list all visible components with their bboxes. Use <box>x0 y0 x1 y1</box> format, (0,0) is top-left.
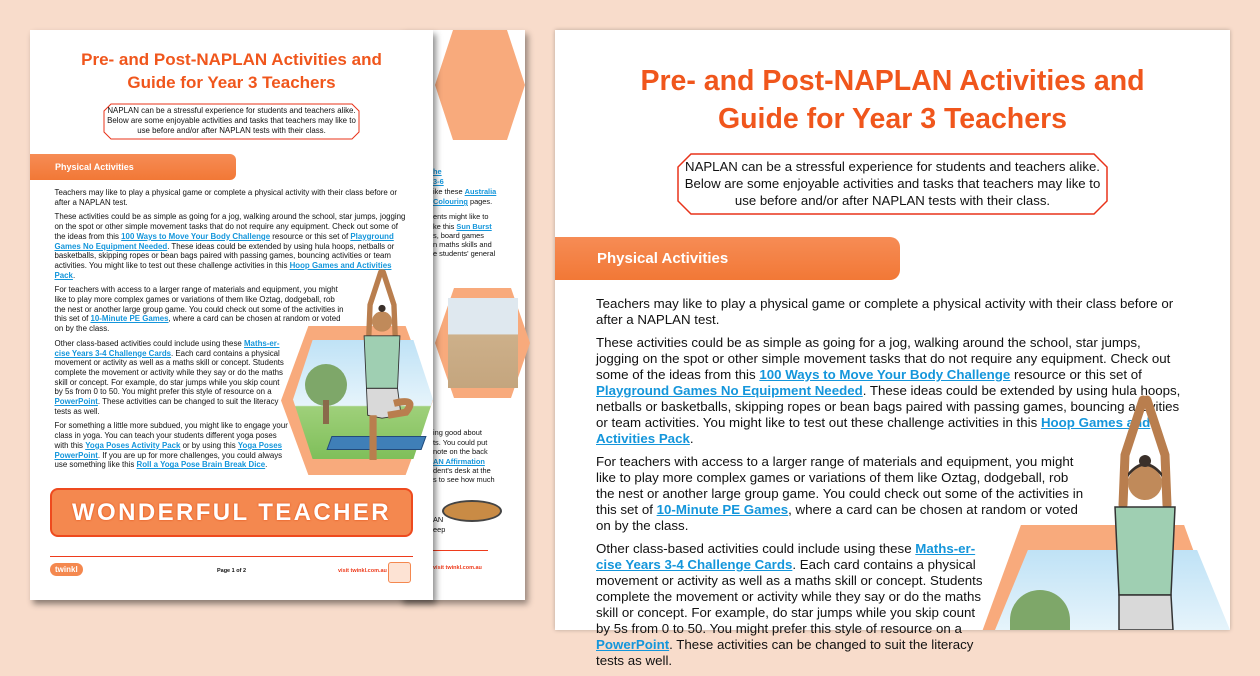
text-fragment <box>433 187 496 197</box>
twinkl-logo[interactable]: twinkl <box>50 563 83 576</box>
resource-link[interactable]: Playground Games No Equipment Needed <box>54 231 394 251</box>
resource-link[interactable]: 10-Minute PE Games <box>90 314 169 324</box>
paragraph-text: . Each card contains a physical movement or activity as well as a maths skill or concept. Students complete the movement or activity while they say or do the maths skill or concept. For example, do star jumps while you skip count by 5s from 0 to 50. You might prefer this style of resource on a <box>596 557 983 636</box>
page-zoomed <box>555 30 1230 668</box>
title-line-1: Pre- and Post-NAPLAN Activities and <box>81 50 382 69</box>
fragment-text: ke this <box>433 222 457 231</box>
section-heading: Physical Activities <box>30 154 236 180</box>
paragraph-text: These activities could be as simple as going for a jog, walking around the school, star jumps, jogging on the spot or other simple movement tasks that do not require any equipment. Check out some of the ideas from this <box>54 212 406 241</box>
title-line-1: Pre- and Post-NAPLAN Activities and <box>640 65 1145 97</box>
fragment-text: visit twinkl.com.au <box>433 565 482 571</box>
fragment-text: AN <box>433 515 444 524</box>
tree-trunk <box>323 400 329 424</box>
paragraph-text: . Each card contains a physical movement or activity as well as a maths skill or concept. Students complete the movement or activity while they say or do the maths skill or concept. For example, do star jumps while you skip count by 5s from 0 to 50. You might prefer this style of resource on a <box>54 348 284 397</box>
resource-link[interactable]: 100 Ways to Move Your Body Challenge <box>121 231 271 241</box>
fragment-text: ing good about <box>433 428 482 437</box>
body-paragraph <box>55 421 289 470</box>
resource-link[interactable]: he <box>433 167 442 176</box>
intro-box: NAPLAN can be a stressful experience for students and teachers alike. Below are some enjoyable activities and tasks that teachers may like to use before and/or after NAPLAN tests with their class. <box>684 159 1101 208</box>
quality-badge-icon <box>388 562 411 583</box>
paragraph-text: . <box>689 431 694 446</box>
fragment-text: eep <box>433 525 446 534</box>
resource-link[interactable]: 10-Minute PE Games <box>656 502 789 517</box>
paragraph-text: . If you are up for more challenges, you could always use something like this <box>54 450 283 470</box>
section-heading: Physical Activities <box>555 237 900 280</box>
paragraph-text: Other class-based activities could include using these <box>54 338 244 348</box>
fragment-text: s, board games <box>433 231 484 240</box>
fragment-text: n maths skills and <box>433 240 492 249</box>
fragment-text: ike these <box>433 187 465 196</box>
resource-link[interactable]: Playground Games No Equipment Needed <box>596 383 863 398</box>
paragraph-text: Teachers may like to play a physical game or complete a physical activity with their class before or after a NAPLAN test. <box>54 188 398 207</box>
text-fragment <box>433 249 495 259</box>
body-paragraph <box>55 285 348 334</box>
resource-link[interactable]: Hoop Games and Activities Pack <box>596 415 1151 446</box>
page-thumbnail <box>30 30 433 600</box>
text-fragment <box>433 447 488 457</box>
paragraph-text: resource or this set of <box>270 231 351 241</box>
body-paragraph <box>596 454 1086 534</box>
cookies-illustration <box>442 500 502 522</box>
title-line-2: Guide for Year 3 Teachers <box>717 103 1068 135</box>
footer-url[interactable]: visit twinkl.com.au <box>338 568 387 574</box>
paragraph-text: For teachers with access to a larger range of materials and equipment, you might like to play more complex games or variations of them like Oztag, dodgeball, rob the nest or another large group game. You could check out some of the activities in this set of <box>596 454 1084 517</box>
resource-link[interactable]: 3-6 <box>433 177 444 186</box>
text-fragment <box>433 212 488 222</box>
paragraph-text: These activities could be as simple as going for a jog, walking around the school, star jumps, jogging on the spot or other simple movement tasks that do not require any equipment. Check out some of the ideas from this <box>596 335 1171 382</box>
fragment-text: pages. <box>467 197 493 206</box>
paragraph-text: Teachers may like to play a physical game or complete a physical activity with their class before or after a NAPLAN test. <box>596 296 1174 327</box>
body-paragraph <box>55 188 407 207</box>
resource-link[interactable]: Maths-er-cise Years 3-4 Challenge Cards <box>596 541 976 572</box>
yoga-child-illustration <box>346 269 418 460</box>
paragraph-text: . These activities can be changed to suit the literacy tests as well. <box>596 637 974 668</box>
paragraph-text: . <box>265 460 268 470</box>
resource-link[interactable]: PowerPoint <box>596 637 670 652</box>
page-number: Page 1 of 2 <box>216 568 247 574</box>
resource-link[interactable]: Hoop Games and Activities Pack <box>54 260 392 280</box>
intro-box: NAPLAN can be a stressful experience for students and teachers alike. Below are some enjoyable activities and tasks that teachers may like to use before and/or after NAPLAN tests with their class. <box>107 106 356 136</box>
paragraph-text: Other class-based activities could include using these <box>596 541 916 556</box>
resource-link[interactable]: Maths-er-cise Years 3-4 Challenge Cards <box>54 338 280 358</box>
body-paragraph <box>596 541 988 669</box>
resource-link[interactable]: 100 Ways to Move Your Body Challenge <box>759 367 1011 382</box>
paragraph-text: or by using this <box>180 440 238 450</box>
fragment-text: dent's desk at the <box>433 466 491 475</box>
paragraph-text: resource or this set of <box>1010 367 1142 382</box>
resource-link[interactable]: Australia <box>464 187 497 196</box>
resource-link[interactable]: PowerPoint <box>54 397 98 407</box>
footer-line <box>50 556 413 557</box>
body-paragraph <box>55 339 289 417</box>
paragraph-text: . These activities can be changed to suit the literacy tests as well. <box>54 397 279 416</box>
text-fragment <box>433 428 482 438</box>
resource-link[interactable]: Yoga Poses Activity Pack <box>85 440 181 450</box>
document-title <box>30 49 433 94</box>
text-fragment <box>433 562 482 573</box>
resource-link[interactable]: Sun Burst <box>456 222 492 231</box>
text-fragment <box>433 197 492 207</box>
meditation-illustration <box>435 30 525 140</box>
intro-box-border <box>103 103 360 140</box>
title-line-2: Guide for Year 3 Teachers <box>127 72 336 92</box>
yoga-child-illustration <box>1085 395 1205 630</box>
text-fragment <box>433 167 442 177</box>
fragment-text: e students' general <box>433 249 496 258</box>
footer-line <box>433 550 488 551</box>
resource-link[interactable]: AN Affirmation <box>433 457 485 466</box>
text-fragment <box>433 177 444 187</box>
fragment-text: ents might like to <box>433 212 489 221</box>
paragraph-text: For teachers with access to a larger range of materials and equipment, you might like to play more complex games or variations of them like Oztag, dodgeball, rob the nest or another large group game. You could check out some of the activities in this set of <box>54 285 344 324</box>
paragraph-text: . <box>72 270 76 280</box>
resource-link[interactable]: Roll a Yoga Pose Brain Break Dice <box>136 460 266 470</box>
paragraph-text: , where a card can be chosen at random or voted on by the class. <box>596 502 1078 533</box>
classroom-scene <box>448 298 518 388</box>
document-title <box>555 62 1230 138</box>
text-fragment <box>433 475 495 485</box>
paragraph-text: . These ideas could be extended by using hula hoops, netballs or basketballs, skipping ropes or bean bags paired with passing games, bouncing activities or team activities. You might like to test out these challenge activities in this <box>596 383 1181 430</box>
body-paragraph <box>596 296 1186 328</box>
paragraph-text: For something a little more subdued, you might like to engage your class in yoga. You can teach your students different yoga poses with this <box>54 421 288 450</box>
fragment-text: ts. You could put <box>433 438 488 447</box>
fragment-text: s to see how much <box>433 475 495 484</box>
wonderful-teacher-banner: WONDERFUL TEACHER <box>50 488 413 537</box>
paragraph-text: , where a card can be chosen at random or voted on by the class. <box>54 314 341 334</box>
intro-box-border <box>677 153 1108 215</box>
fragment-text: note on the back <box>433 447 488 456</box>
paragraph-text: . These ideas could be extended by using hula hoops, netballs or basketballs, skipping ropes or bean bags paired with passing games, bouncing activities or team activities. You might like to test out these challenge activities in this <box>54 241 395 270</box>
resource-link[interactable]: Colouring <box>433 197 468 206</box>
text-fragment <box>433 515 443 525</box>
resource-link[interactable]: Yoga Poses PowerPoint <box>54 440 282 460</box>
text-fragment <box>433 525 445 535</box>
